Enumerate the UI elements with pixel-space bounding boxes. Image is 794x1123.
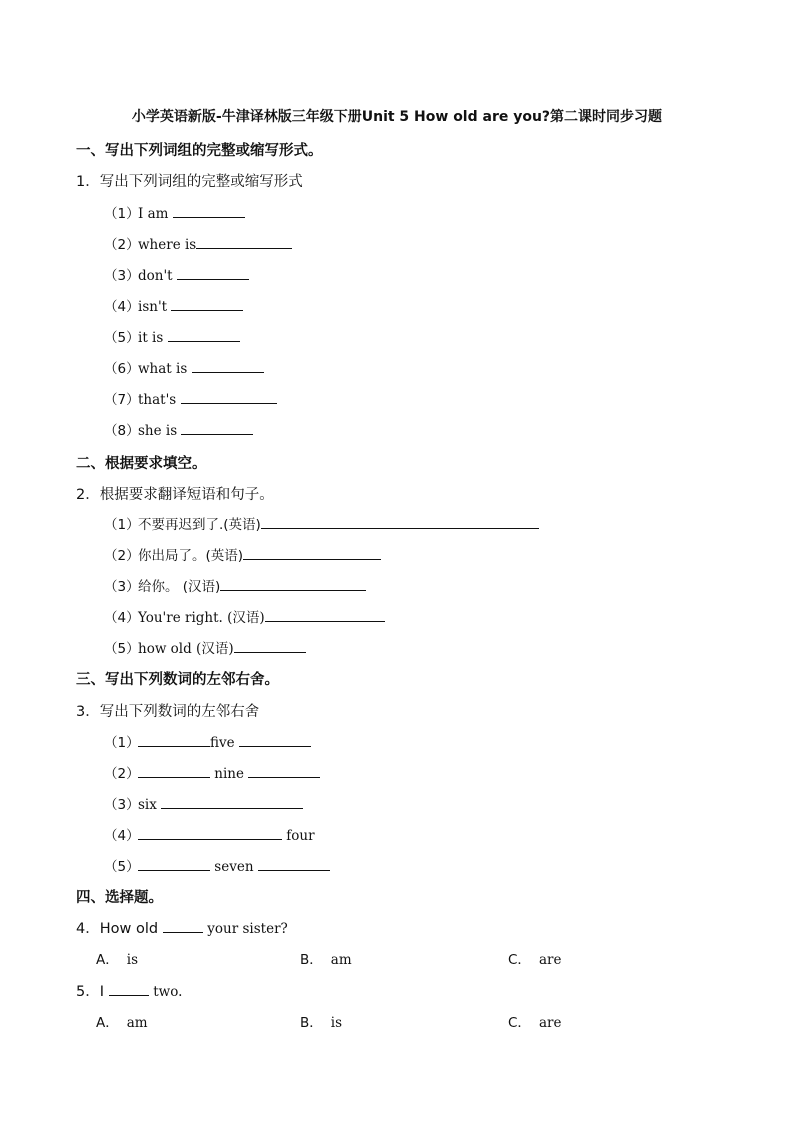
answer-blank[interactable]	[220, 578, 366, 591]
answer-blank[interactable]	[171, 298, 243, 311]
question-2-item	[104, 637, 306, 657]
answer-blank[interactable]	[168, 329, 240, 342]
item-number: （6）	[104, 361, 140, 377]
stem-text: two.	[153, 984, 183, 1000]
option-a[interactable]	[96, 948, 138, 968]
item-text: 给你。 (汉语)	[138, 579, 221, 595]
item-text: isn't	[138, 299, 168, 315]
section-heading-3: 三、写出下列数词的左邻右舍。	[76, 672, 279, 688]
number-word: nine	[214, 766, 244, 782]
page-title: 小学英语新版-牛津译林版三年级下册Unit 5 How old are you?第二课时同步习题	[131, 109, 663, 125]
item-number: （8）	[104, 423, 140, 439]
answer-blank[interactable]	[239, 734, 311, 747]
answer-blank[interactable]	[177, 267, 249, 280]
answer-blank[interactable]	[138, 765, 210, 778]
item-text: I am	[138, 206, 169, 222]
item-number: （4）	[104, 610, 140, 626]
item-number: （4）	[104, 299, 140, 315]
item-number: （3）	[104, 579, 140, 595]
item-text: what is	[138, 361, 188, 377]
answer-blank[interactable]	[181, 391, 277, 404]
option-label: A．	[96, 952, 119, 968]
item-text: that's	[138, 392, 177, 408]
item-text: 你出局了。(英语)	[138, 548, 244, 564]
option-label: A．	[96, 1015, 119, 1031]
answer-blank[interactable]	[138, 734, 210, 747]
item-number: （2）	[104, 766, 140, 782]
stem-text: 5．I	[76, 984, 105, 1000]
answer-blank[interactable]	[181, 422, 253, 435]
answer-blank[interactable]	[173, 205, 245, 218]
question-4-stem	[76, 917, 288, 938]
item-text: how old (汉语)	[138, 641, 234, 657]
item-number: （2）	[104, 237, 140, 253]
question-3-item	[104, 855, 330, 875]
item-number: （4）	[104, 828, 140, 844]
option-text: am	[330, 952, 352, 968]
item-text: 不要再迟到了.(英语)	[138, 517, 261, 533]
option-text: is	[330, 1015, 343, 1031]
item-number: （7）	[104, 392, 140, 408]
question-3-item	[104, 762, 320, 782]
question-1-item	[104, 357, 264, 377]
question-5-stem	[76, 980, 182, 1001]
section-heading-2: 二、根据要求填空。	[76, 456, 207, 472]
item-number: （1）	[104, 735, 140, 751]
answer-blank[interactable]	[196, 236, 292, 249]
option-label: B．	[300, 952, 323, 968]
question-1-item	[104, 419, 253, 439]
number-word: five	[210, 735, 235, 751]
option-c[interactable]	[508, 948, 561, 968]
item-text: she is	[138, 423, 178, 439]
option-label: C．	[508, 952, 531, 968]
number-word: six	[138, 797, 157, 813]
question-3-item	[104, 824, 315, 844]
question-3-heading: 3．写出下列数词的左邻右舍	[76, 704, 260, 720]
option-label: B．	[300, 1015, 323, 1031]
option-text: is	[126, 952, 138, 968]
number-word: four	[286, 828, 315, 844]
option-text: are	[538, 1015, 562, 1031]
item-number: （5）	[104, 330, 140, 346]
answer-blank[interactable]	[258, 858, 330, 871]
question-3-item	[104, 731, 311, 751]
question-1-item	[104, 202, 245, 222]
question-2-item	[104, 544, 381, 564]
answer-blank[interactable]	[163, 920, 203, 933]
item-number: （2）	[104, 548, 140, 564]
question-2-item	[104, 606, 385, 626]
question-2-item	[104, 575, 366, 595]
question-1-item	[104, 326, 240, 346]
item-text: don't	[138, 268, 173, 284]
answer-blank[interactable]	[243, 547, 381, 560]
item-number: （5）	[104, 859, 140, 875]
question-1-heading: 1．写出下列词组的完整或缩写形式	[76, 174, 303, 190]
option-b[interactable]	[300, 1011, 342, 1031]
answer-blank[interactable]	[138, 827, 282, 840]
question-1-item	[104, 233, 292, 253]
answer-blank[interactable]	[109, 983, 149, 996]
item-text: You're right. (汉语)	[138, 610, 265, 626]
answer-blank[interactable]	[161, 796, 303, 809]
option-a[interactable]	[96, 1011, 148, 1031]
item-number: （1）	[104, 517, 140, 533]
item-number: （1）	[104, 206, 140, 222]
item-text: where is	[138, 237, 197, 253]
option-b[interactable]	[300, 948, 352, 968]
answer-blank[interactable]	[248, 765, 320, 778]
answer-blank[interactable]	[261, 516, 539, 529]
answer-blank[interactable]	[265, 609, 385, 622]
question-3-item	[104, 793, 303, 813]
answer-blank[interactable]	[192, 360, 264, 373]
option-text: am	[126, 1015, 148, 1031]
option-label: C．	[508, 1015, 531, 1031]
item-number: （3）	[104, 797, 140, 813]
question-2-item	[104, 513, 539, 533]
answer-blank[interactable]	[138, 858, 210, 871]
stem-text: 4．How old	[76, 921, 159, 937]
stem-text: your sister?	[207, 921, 288, 937]
section-heading-1: 一、写出下列词组的完整或缩写形式。	[76, 143, 323, 159]
answer-blank[interactable]	[234, 640, 306, 653]
item-number: （5）	[104, 641, 140, 657]
question-1-item	[104, 295, 243, 315]
question-1-item	[104, 388, 277, 408]
item-text: it is	[138, 330, 164, 346]
option-text: are	[538, 952, 562, 968]
section-heading-4: 四、选择题。	[76, 890, 163, 906]
number-word: seven	[214, 859, 254, 875]
question-2-heading: 2．根据要求翻译短语和句子。	[76, 487, 274, 503]
question-1-item	[104, 264, 249, 284]
option-c[interactable]	[508, 1011, 561, 1031]
item-number: （3）	[104, 268, 140, 284]
